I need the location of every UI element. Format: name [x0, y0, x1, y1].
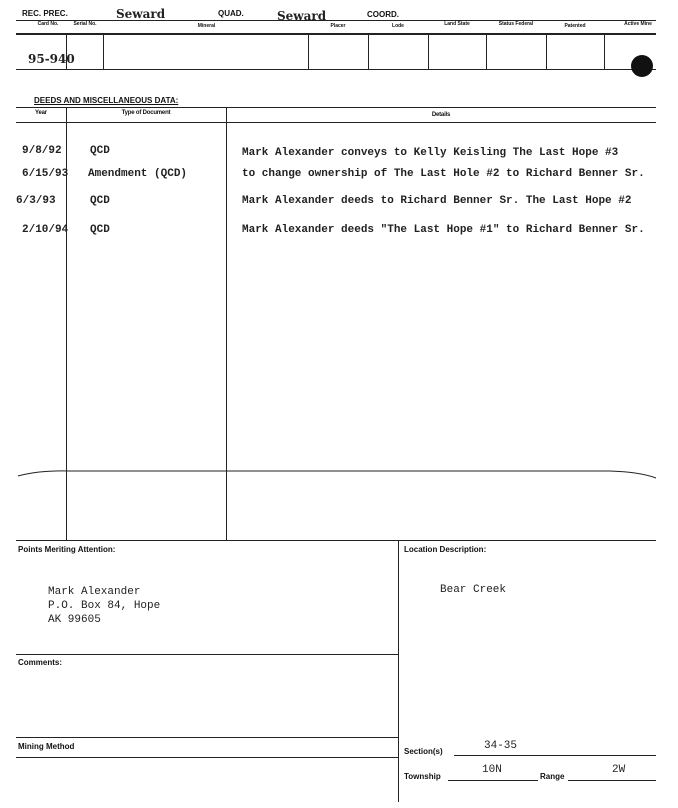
deed-details: Mark Alexander conveys to Kelly Keisling The Last Hope #3 [242, 147, 619, 159]
quad-value: Seward [277, 9, 327, 23]
col-serial-no: Serial No. [73, 21, 97, 27]
sections-label: Section(s) [404, 747, 443, 756]
col-year: Year [35, 110, 47, 116]
col-details: Details [431, 112, 451, 118]
coord-label: COORD. [367, 10, 399, 19]
col-patented: Patented [564, 23, 586, 29]
deed-year: 2/10/94 [22, 224, 69, 236]
deeds-bottom-rule [16, 540, 656, 541]
owner-name: Mark Alexander [48, 586, 141, 598]
mining-method-label: Mining Method [18, 742, 75, 751]
deed-type: QCD [90, 224, 110, 236]
deed-details: Mark Alexander deeds "The Last Hope #1" to Richard Benner Sr. [242, 224, 645, 236]
col-type-of-document: Type of Document [121, 110, 171, 116]
township-value: 10N [482, 764, 502, 776]
deed-type: QCD [90, 195, 110, 207]
owner-address: P.O. Box 84, Hope [48, 600, 161, 612]
header-top-rule [16, 20, 656, 21]
rec-prec-value: Seward [116, 7, 166, 21]
active-mine-mark [631, 55, 653, 77]
claim-bottom-rule [16, 69, 656, 70]
deed-type: Amendment (QCD) [88, 168, 188, 180]
col-status-federal: Status Federal [498, 21, 534, 27]
owner-city: AK 99605 [48, 614, 101, 626]
fold-line [0, 462, 678, 486]
rec-prec-label: REC. PREC. [22, 9, 68, 18]
deed-year: 6/3/93 [16, 195, 56, 207]
col-active-mine: Active Mine [624, 21, 652, 27]
comments-label: Comments: [18, 658, 63, 667]
location-description-label: Location Description: [404, 545, 487, 554]
deed-details: Mark Alexander deeds to Richard Benner Sr. The Last Hope #2 [242, 195, 632, 207]
deed-type: QCD [90, 145, 110, 157]
range-value: 2W [612, 764, 626, 776]
sections-value: 34-35 [484, 740, 518, 752]
deed-year: 9/8/92 [22, 145, 62, 157]
points-meriting-attention-label: Points Meriting Attention: [18, 545, 116, 554]
range-label: Range [540, 772, 565, 781]
bottom-divider [398, 540, 399, 802]
col-land-state: Land State [444, 21, 470, 27]
deed-year: 6/15/93 [22, 168, 69, 180]
quad-label: QUAD. [218, 9, 244, 18]
col-lode: Lode [392, 23, 404, 29]
col-placer: Placer [330, 23, 346, 29]
township-label: Township [404, 772, 441, 781]
deeds-section-title: DEEDS AND MISCELLANEOUS DATA: [34, 96, 179, 105]
col-mineral: Mineral [197, 23, 216, 29]
location-value: Bear Creek [440, 584, 507, 596]
card-number-value: 95-940 [28, 52, 75, 66]
col-card-no: Card No. [37, 21, 59, 27]
deed-details: to change ownership of The Last Hole #2 to Richard Benner Sr. [242, 168, 645, 180]
